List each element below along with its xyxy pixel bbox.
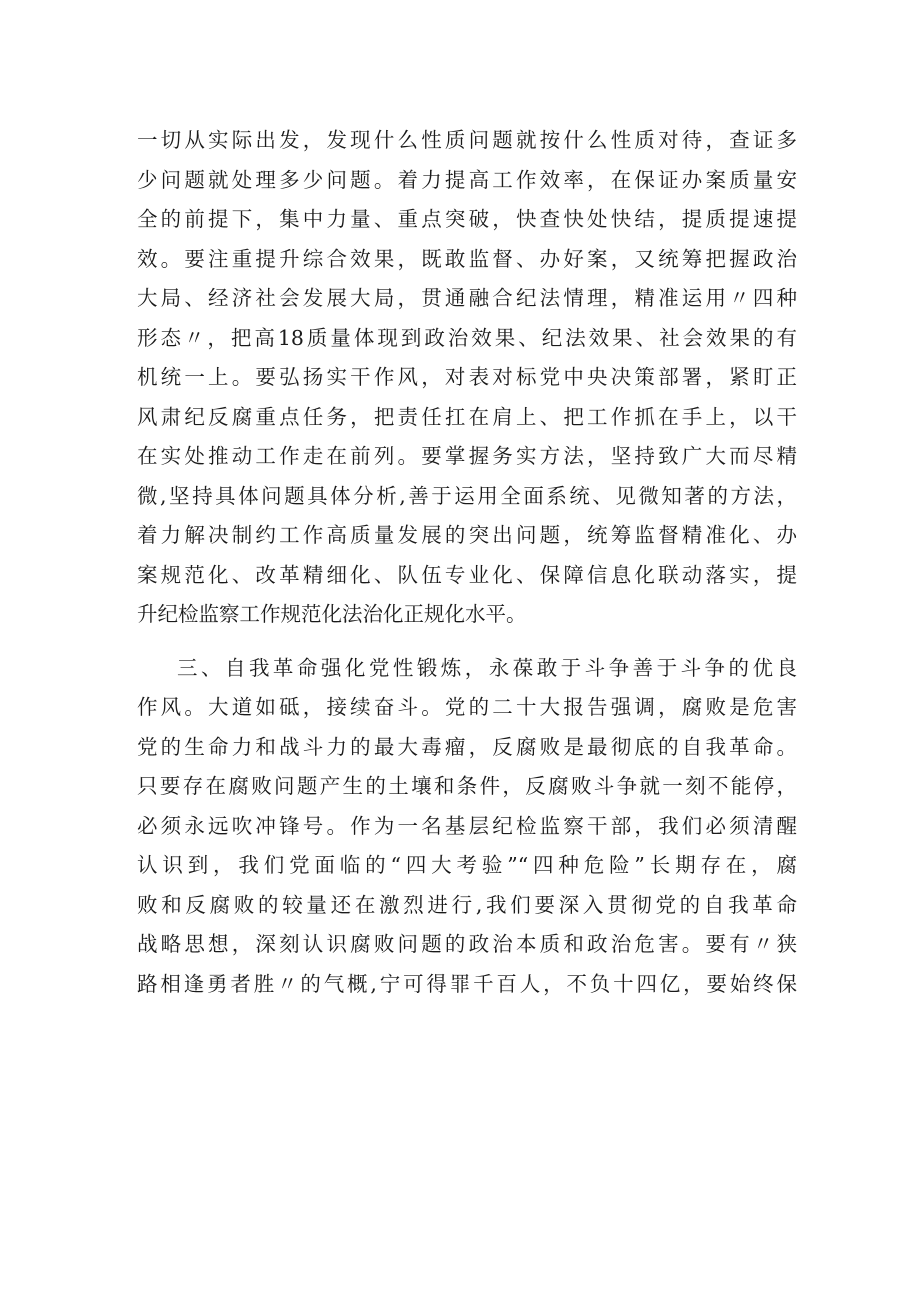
section-heading-line: 三、自我革命强化党性锻炼，永葆敢于斗争善于斗争的优良: [177, 655, 797, 680]
text-line: 风肃纪反腐重点任务，把责任扛在肩上、把工作抓在手上，以干: [137, 404, 797, 429]
text-line: 认识到，我们党面临的“四大考验”“四种危险”长期存在，腐: [137, 853, 797, 877]
text-line: 战略思想，深刻认识腐败问题的政治本质和政治危害。要有〃狭: [137, 932, 797, 956]
text-line: 着力解决制约工作高质量发展的突出问题，统筹监督精准化、办: [137, 523, 797, 547]
text-line: 必须永远吹冲锋号。作为一名基层纪检监察干部，我们必须清醒: [137, 813, 797, 838]
text-line: 在实处推动工作走在前列。要掌握务实方法，坚持致广大而尽精: [137, 444, 797, 468]
document-body: [137, 121, 797, 1004]
text-line: 案规范化、改革精细化、队伍专业化、保障信息化联动落实，提: [137, 562, 797, 587]
text-line: 大局、经济社会发展大局，贯通融合纪法情理，精准运用〃四种: [137, 286, 797, 310]
text-line: 党的生命力和战斗力的最大毒瘤，反腐败是最彻底的自我革命。: [137, 734, 797, 759]
text-line: 微,坚持具体问题具体分析,善于运用全面系统、见微知著的方法，: [137, 483, 797, 508]
text-line: 效。要注重提升综合效果，既敢监督、办好案，又统筹把握政治: [137, 246, 797, 271]
paragraph-1: [137, 121, 797, 635]
text-line: 作风。大道如砥，接续奋斗。党的二十大报告强调，腐败是危害: [137, 695, 797, 719]
text-line: 全的前提下，集中力量、重点突破，快查快处快结，提质提速提: [137, 207, 797, 231]
text-line: 升纪检监察工作规范化法治化正规化水平。: [137, 602, 527, 626]
text-line: 少问题就处理多少问题。着力提高工作效率，在保证办案质量安: [137, 167, 797, 192]
paragraph-spacer: [137, 635, 797, 649]
paragraph-2: [137, 649, 797, 1005]
text-line: 败和反腐败的较量还在激烈进行,我们要深入贯彻党的自我革命: [137, 892, 797, 917]
text-line: 机统一上。要弘扬实干作风，对表对标党中央决策部署，紧盯正: [137, 365, 797, 389]
text-line: 只要存在腐败问题产生的土壤和条件，反腐败斗争就一刻不能停，: [137, 774, 797, 798]
text-line: 一切从实际出发，发现什么性质问题就按什么性质对待，查证多: [137, 128, 797, 152]
text-line: 路相逢勇者胜〃的气概,宁可得罪千百人，不负十四亿，要始终保: [137, 971, 797, 996]
text-line: 形态〃，把高18质量体现到政治效果、纪法效果、社会效果的有: [137, 325, 797, 350]
